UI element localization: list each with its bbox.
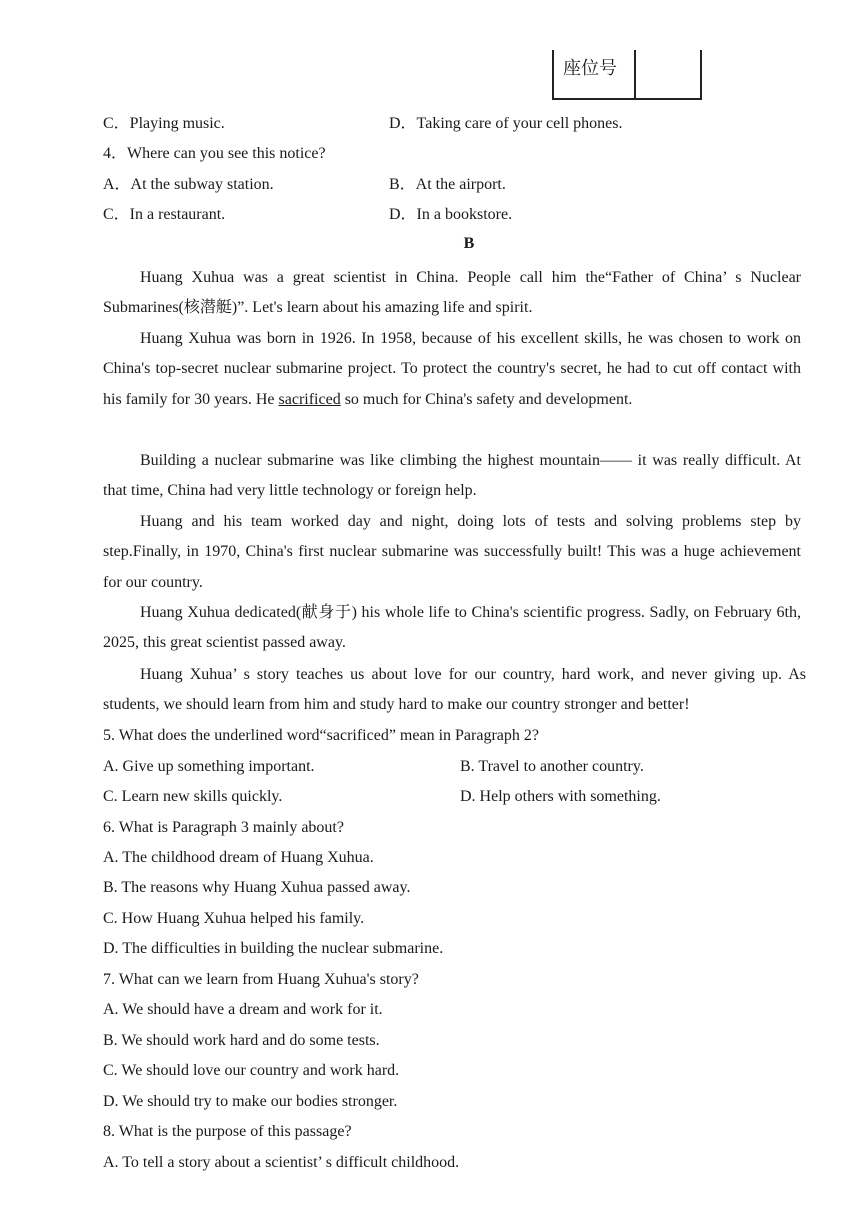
q4-question: 4．Where can you see this notice?: [103, 145, 326, 162]
q5-option-a: A. Give up something important.: [103, 758, 315, 775]
q8-option-a: A. To tell a story about a scientist’ s difficult childhood.: [103, 1154, 460, 1171]
q7-option-b: B. We should work hard and do some tests.: [103, 1032, 380, 1049]
seat-number-box: [552, 50, 702, 100]
q7-option-c: C. We should love our country and work hard.: [103, 1062, 400, 1079]
q7-option-d: D. We should try to make our bodies stronger.: [103, 1093, 398, 1110]
q6-option-d: D. The difficulties in building the nuclear submarine.: [103, 940, 444, 957]
q6-option-a: A. The childhood dream of Huang Xuhua.: [103, 849, 374, 866]
q4-option-d: D．In a bookstore.: [389, 206, 513, 223]
q6-option-c: C. How Huang Xuhua helped his family.: [103, 910, 365, 927]
q6-question: 6. What is Paragraph 3 mainly about?: [103, 819, 344, 836]
underlined-word: sacrificed: [278, 390, 341, 408]
section-title: B: [463, 235, 475, 252]
seat-number-field[interactable]: [636, 50, 700, 98]
passage-paragraph-3: Building a nuclear submarine was like climbing the highest mountain—— it was really difficult. At that time, China had very little technology or foreign help.: [103, 452, 801, 500]
passage-paragraph-1: Huang Xuhua was a great scientist in China. People call him the“Father of China’ s Nuclear Submarines(核潜艇)”. Let's learn about his amazing life and spirit.: [103, 269, 801, 317]
q5-option-c: C. Learn new skills quickly.: [103, 788, 283, 805]
q7-option-a: A. We should have a dream and work for it.: [103, 1001, 383, 1018]
passage-paragraph-2: Huang Xuhua was born in 1926. In 1958, because of his excellent skills, he was chosen to work on China's top-secret nuclear submarine project. To protect the country's secret, he had to cut off contact with his family for 30 years. He sacrificed so much for China's safety and development.: [103, 330, 801, 408]
q4-option-c: C．In a restaurant.: [103, 206, 226, 223]
q5-option-d: D. Help others with something.: [460, 788, 661, 805]
q6-option-b: B. The reasons why Huang Xuhua passed away.: [103, 879, 411, 896]
q8-question: 8. What is the purpose of this passage?: [103, 1123, 352, 1140]
q5-question: 5. What does the underlined word“sacrificed” mean in Paragraph 2?: [103, 727, 539, 744]
q5-option-b: B. Travel to another country.: [460, 758, 644, 775]
passage-paragraph-6: Huang Xuhua’ s story teaches us about love for our country, hard work, and never giving up. As students, we should learn from him and study hard to make our country stronger and better!: [103, 666, 806, 714]
q4-option-b: B．At the airport.: [389, 176, 506, 193]
q3-option-c: C．Playing music.: [103, 115, 225, 132]
q4-option-a: A．At the subway station.: [103, 176, 274, 193]
q7-question: 7. What can we learn from Huang Xuhua's story?: [103, 971, 419, 988]
seat-number-label: 座位号: [554, 50, 636, 98]
q3-option-d: D．Taking care of your cell phones.: [389, 115, 623, 132]
passage-paragraph-4: Huang and his team worked day and night, doing lots of tests and solving problems step by step.Finally, in 1970, China's first nuclear submarine was successfully built! This was a huge achievement for our country.: [103, 513, 801, 591]
passage-paragraph-5: Huang Xuhua dedicated(献身于) his whole life to China's scientific progress. Sadly, on February 6th, 2025, this great scientist passed away.: [103, 604, 801, 652]
